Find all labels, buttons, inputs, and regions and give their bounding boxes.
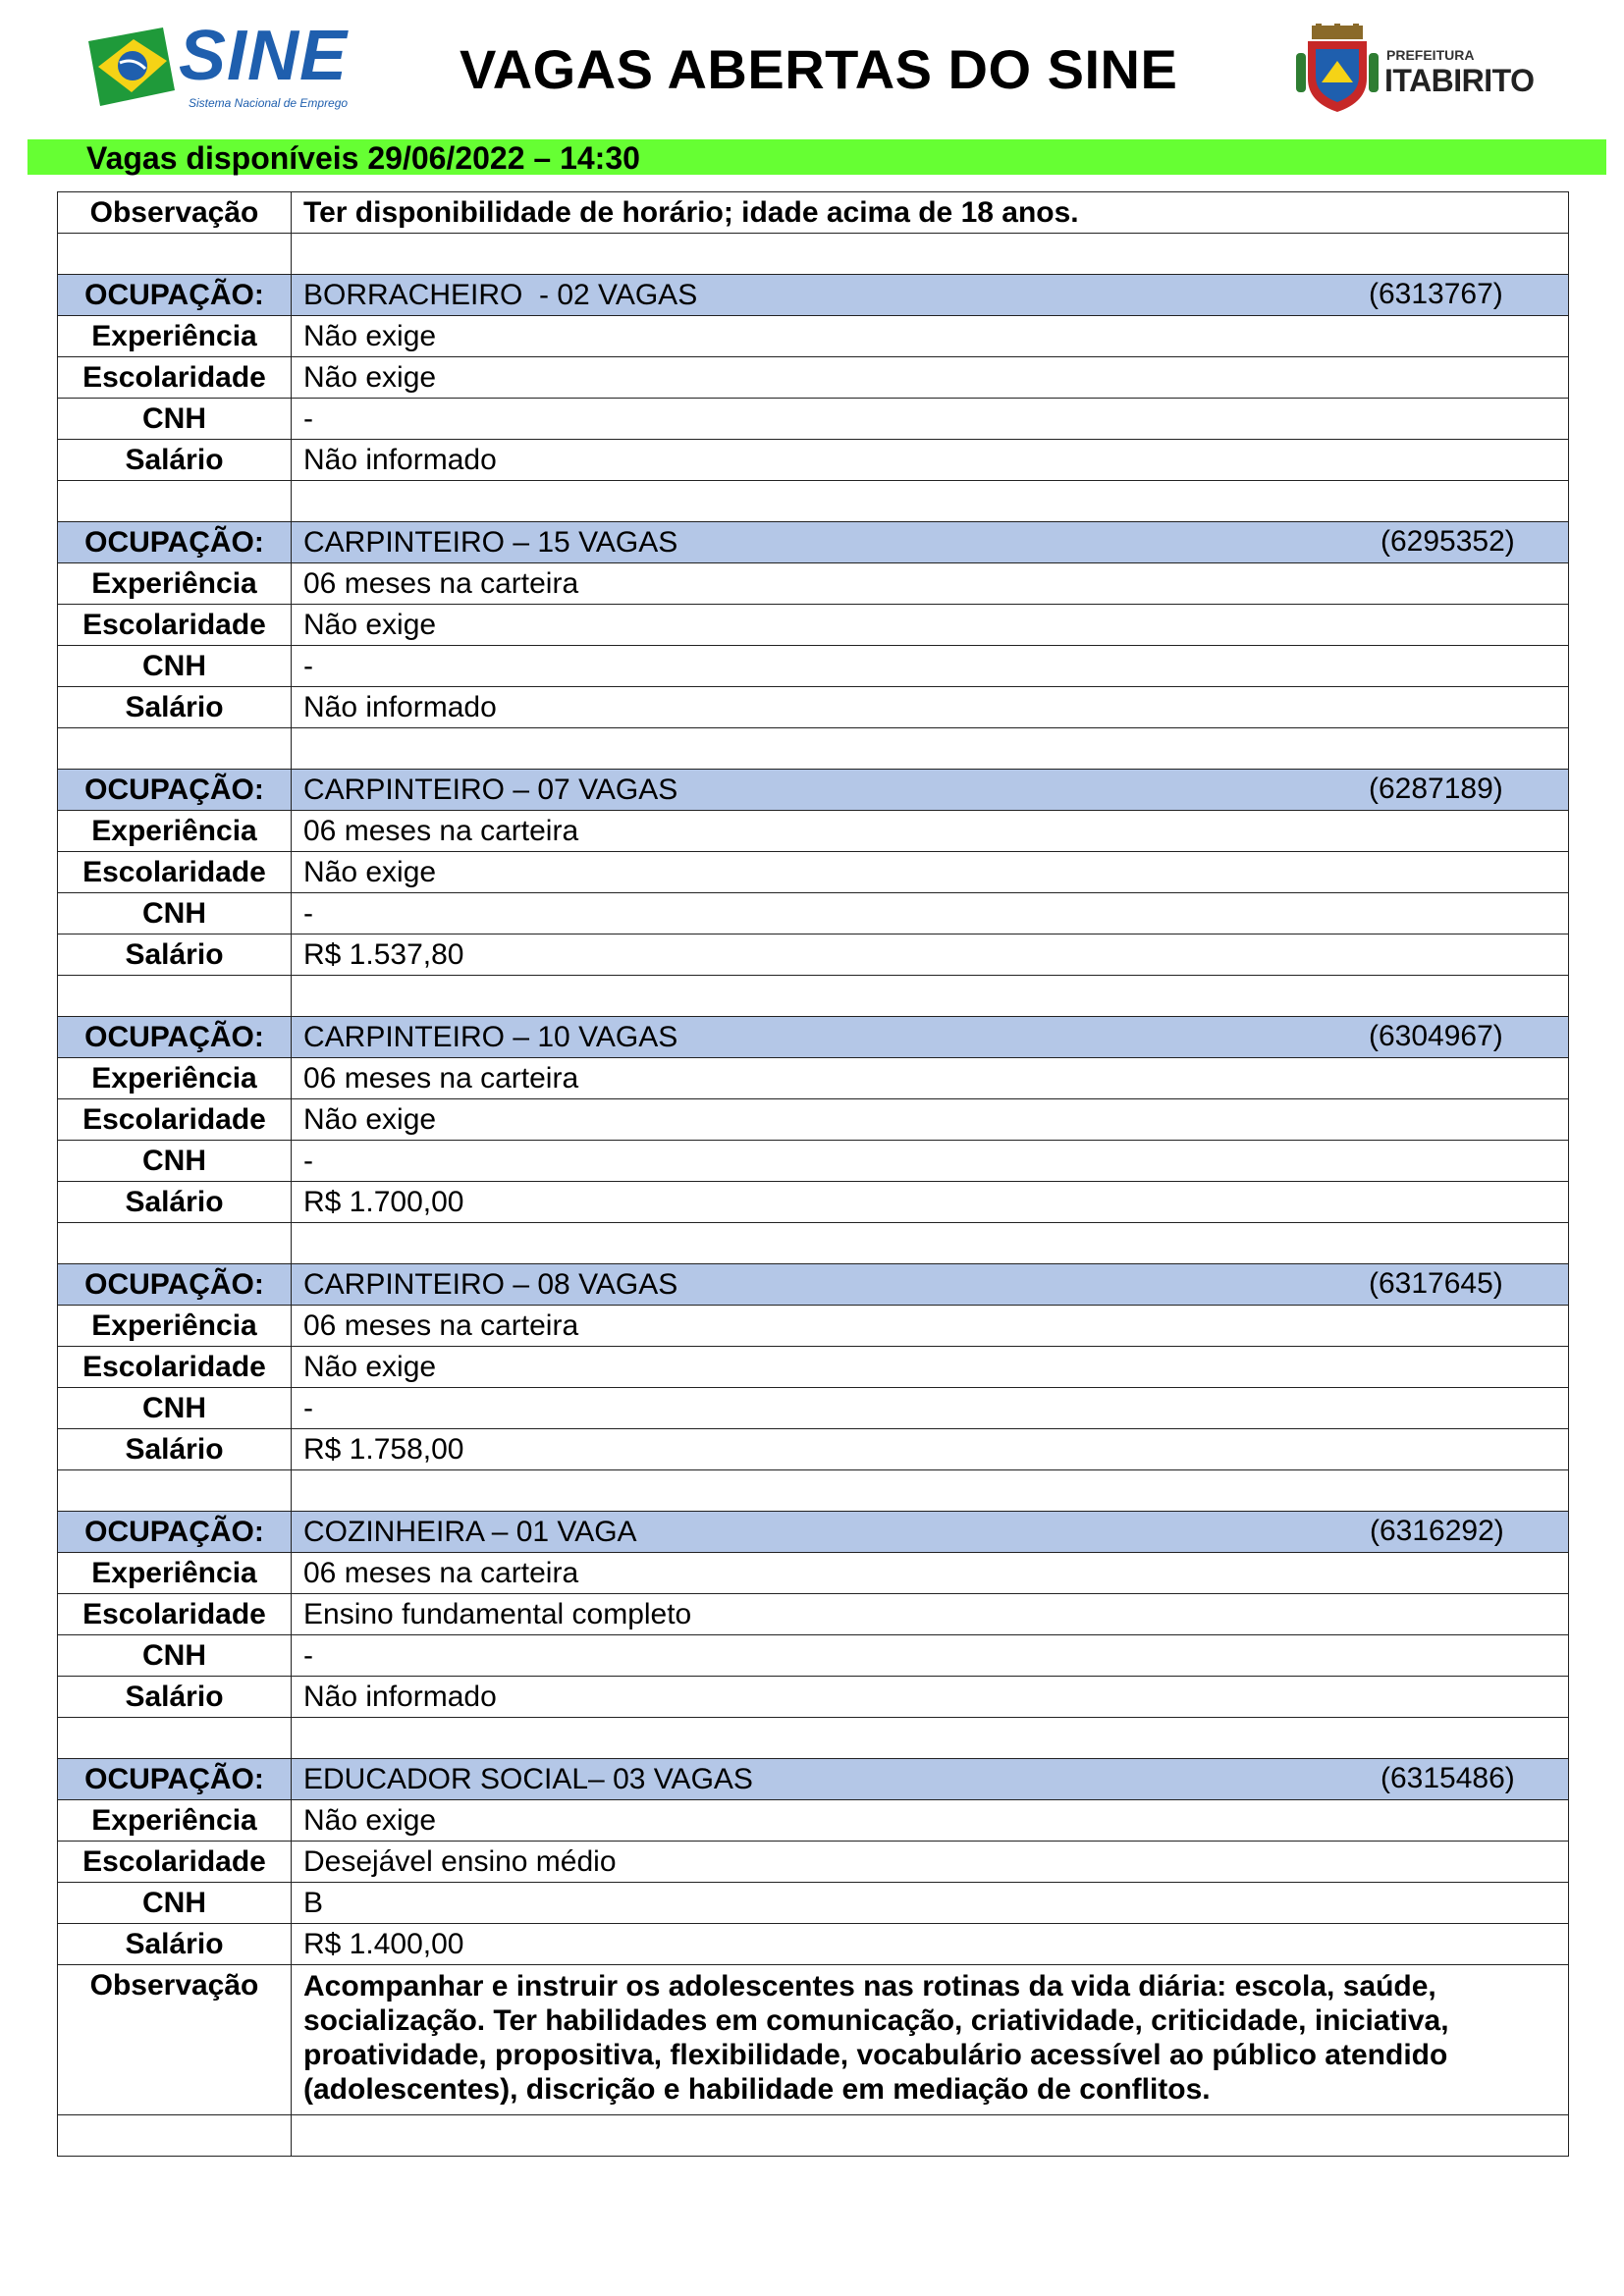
empty-cell bbox=[58, 1718, 292, 1759]
experience-row bbox=[58, 1800, 1569, 1842]
experience-label: Experiência bbox=[58, 1058, 292, 1099]
occupation-label: OCUPAÇÃO: bbox=[58, 1759, 292, 1800]
experience-label: Experiência bbox=[58, 316, 292, 357]
license-row bbox=[58, 399, 1569, 440]
note-label: Observação bbox=[58, 1965, 292, 2115]
availability-text: Vagas disponíveis 29/06/2022 – 14:30 bbox=[86, 140, 640, 176]
spacer-row bbox=[58, 976, 1569, 1017]
salary-value: R$ 1.400,00 bbox=[292, 1924, 1569, 1965]
prefeitura-city: ITABIRITO bbox=[1384, 63, 1535, 98]
sine-logo-text: SINE bbox=[179, 17, 349, 95]
experience-row bbox=[58, 1553, 1569, 1594]
job-code: (6315486) bbox=[1380, 1762, 1515, 1794]
occupation-label: OCUPAÇÃO: bbox=[58, 522, 292, 563]
job-code: (6316292) bbox=[1370, 1515, 1504, 1547]
education-value: Não exige bbox=[292, 605, 1569, 646]
education-label: Escolaridade bbox=[58, 357, 292, 399]
education-label: Escolaridade bbox=[58, 1594, 292, 1635]
license-row bbox=[58, 646, 1569, 687]
occupation-row bbox=[58, 1512, 1569, 1553]
salary-row bbox=[58, 1429, 1569, 1470]
education-row bbox=[58, 1347, 1569, 1388]
empty-cell bbox=[58, 1223, 292, 1264]
salary-label: Salário bbox=[58, 1677, 292, 1718]
education-row bbox=[58, 852, 1569, 893]
experience-row bbox=[58, 811, 1569, 852]
occupation-label: OCUPAÇÃO: bbox=[58, 1512, 292, 1553]
education-row bbox=[58, 605, 1569, 646]
spacer-row bbox=[58, 1223, 1569, 1264]
city-crest-icon bbox=[1294, 24, 1380, 114]
occupation-title: CARPINTEIRO – 15 VAGAS bbox=[303, 525, 678, 559]
availability-banner bbox=[27, 139, 1606, 175]
prefeitura-label: PREFEITURA bbox=[1386, 47, 1475, 63]
occupation-title: EDUCADOR SOCIAL– 03 VAGAS bbox=[303, 1762, 753, 1795]
job-code: (6313767) bbox=[1369, 278, 1503, 310]
salary-row bbox=[58, 1677, 1569, 1718]
license-label: CNH bbox=[58, 1635, 292, 1677]
license-row bbox=[58, 1141, 1569, 1182]
salary-label: Salário bbox=[58, 1429, 292, 1470]
occupation-cell bbox=[292, 275, 1569, 316]
empty-cell bbox=[58, 481, 292, 522]
salary-value: R$ 1.758,00 bbox=[292, 1429, 1569, 1470]
license-value: - bbox=[292, 646, 1569, 687]
education-value: Não exige bbox=[292, 357, 1569, 399]
license-value: - bbox=[292, 1388, 1569, 1429]
occupation-label: OCUPAÇÃO: bbox=[58, 770, 292, 811]
education-label: Escolaridade bbox=[58, 1347, 292, 1388]
page-title: VAGAS ABERTAS DO SINE bbox=[460, 38, 1178, 100]
salary-row bbox=[58, 440, 1569, 481]
spacer-row bbox=[58, 234, 1569, 275]
education-label: Escolaridade bbox=[58, 1099, 292, 1141]
experience-value: 06 meses na carteira bbox=[292, 811, 1569, 852]
education-value: Desejável ensino médio bbox=[292, 1842, 1569, 1883]
experience-label: Experiência bbox=[58, 1800, 292, 1842]
page-header bbox=[0, 0, 1624, 137]
empty-cell bbox=[292, 728, 1569, 770]
education-row bbox=[58, 1842, 1569, 1883]
sine-logo bbox=[84, 17, 359, 112]
brazil-flag-icon bbox=[84, 27, 179, 108]
education-row bbox=[58, 1594, 1569, 1635]
prefeitura-logo bbox=[1294, 24, 1540, 116]
occupation-cell bbox=[292, 1017, 1569, 1058]
license-row bbox=[58, 1388, 1569, 1429]
occupation-label: OCUPAÇÃO: bbox=[58, 275, 292, 316]
occupation-row bbox=[58, 275, 1569, 316]
license-value: B bbox=[292, 1883, 1569, 1924]
occupation-row bbox=[58, 1759, 1569, 1800]
salary-label: Salário bbox=[58, 1182, 292, 1223]
empty-cell bbox=[58, 234, 292, 275]
salary-label: Salário bbox=[58, 440, 292, 481]
spacer-row bbox=[58, 728, 1569, 770]
empty-cell bbox=[292, 2115, 1569, 2157]
license-label: CNH bbox=[58, 646, 292, 687]
occupation-label: OCUPAÇÃO: bbox=[58, 1017, 292, 1058]
occupation-title: BORRACHEIRO - 02 VAGAS bbox=[303, 278, 698, 311]
empty-cell bbox=[292, 1718, 1569, 1759]
occupation-row bbox=[58, 1017, 1569, 1058]
license-label: CNH bbox=[58, 1141, 292, 1182]
experience-value: 06 meses na carteira bbox=[292, 1553, 1569, 1594]
license-row bbox=[58, 893, 1569, 934]
occupation-cell bbox=[292, 1512, 1569, 1553]
jobs-table bbox=[57, 191, 1569, 2157]
spacer-row bbox=[58, 2115, 1569, 2157]
occupation-cell bbox=[292, 770, 1569, 811]
empty-cell bbox=[292, 1470, 1569, 1512]
license-value: - bbox=[292, 399, 1569, 440]
experience-value: 06 meses na carteira bbox=[292, 1058, 1569, 1099]
spacer-row bbox=[58, 481, 1569, 522]
experience-row bbox=[58, 1306, 1569, 1347]
occupation-cell bbox=[292, 522, 1569, 563]
license-row bbox=[58, 1635, 1569, 1677]
salary-value: Não informado bbox=[292, 1677, 1569, 1718]
license-value: - bbox=[292, 1635, 1569, 1677]
salary-label: Salário bbox=[58, 1924, 292, 1965]
occupation-title: CARPINTEIRO – 07 VAGAS bbox=[303, 773, 678, 806]
salary-value: R$ 1.700,00 bbox=[292, 1182, 1569, 1223]
note-value: Acompanhar e instruir os adolescentes nas rotinas da vida diária: escola, saúde, socialização. Ter habilidades em comunicação, criatividade, criticidade, iniciativa, proatividade, propositiva, flexibilidade, vocabulário acessível ao público atendido (adolescentes), discrição e habilidade em mediação de conflitos. bbox=[292, 1965, 1569, 2115]
occupation-row bbox=[58, 770, 1569, 811]
experience-row bbox=[58, 316, 1569, 357]
general-note-text: Ter disponibilidade de horário; idade acima de 18 anos. bbox=[292, 192, 1569, 234]
occupation-cell bbox=[292, 1264, 1569, 1306]
education-value: Não exige bbox=[292, 1347, 1569, 1388]
job-code: (6304967) bbox=[1369, 1020, 1503, 1052]
experience-row bbox=[58, 563, 1569, 605]
occupation-title: CARPINTEIRO – 10 VAGAS bbox=[303, 1020, 678, 1053]
salary-row bbox=[58, 687, 1569, 728]
experience-label: Experiência bbox=[58, 1306, 292, 1347]
empty-cell bbox=[58, 728, 292, 770]
general-note-label: Observação bbox=[58, 192, 292, 234]
occupation-label: OCUPAÇÃO: bbox=[58, 1264, 292, 1306]
experience-value: Não exige bbox=[292, 316, 1569, 357]
job-code: (6287189) bbox=[1369, 773, 1503, 805]
education-label: Escolaridade bbox=[58, 1842, 292, 1883]
salary-row bbox=[58, 934, 1569, 976]
experience-label: Experiência bbox=[58, 811, 292, 852]
empty-cell bbox=[292, 234, 1569, 275]
license-label: CNH bbox=[58, 893, 292, 934]
spacer-row bbox=[58, 1470, 1569, 1512]
occupation-row bbox=[58, 1264, 1569, 1306]
license-label: CNH bbox=[58, 399, 292, 440]
spacer-row bbox=[58, 1718, 1569, 1759]
education-label: Escolaridade bbox=[58, 605, 292, 646]
education-value: Ensino fundamental completo bbox=[292, 1594, 1569, 1635]
license-label: CNH bbox=[58, 1883, 292, 1924]
empty-cell bbox=[292, 481, 1569, 522]
empty-cell bbox=[58, 976, 292, 1017]
salary-row bbox=[58, 1924, 1569, 1965]
empty-cell bbox=[292, 976, 1569, 1017]
license-value: - bbox=[292, 893, 1569, 934]
empty-cell bbox=[58, 2115, 292, 2157]
experience-label: Experiência bbox=[58, 1553, 292, 1594]
salary-row bbox=[58, 1182, 1569, 1223]
education-label: Escolaridade bbox=[58, 852, 292, 893]
job-code: (6295352) bbox=[1380, 525, 1515, 558]
sine-logo-subtitle: Sistema Nacional de Emprego bbox=[189, 96, 349, 110]
note-row bbox=[58, 1965, 1569, 2115]
salary-label: Salário bbox=[58, 934, 292, 976]
salary-value: Não informado bbox=[292, 440, 1569, 481]
education-row bbox=[58, 357, 1569, 399]
education-value: Não exige bbox=[292, 852, 1569, 893]
occupation-title: CARPINTEIRO – 08 VAGAS bbox=[303, 1267, 678, 1301]
salary-value: R$ 1.537,80 bbox=[292, 934, 1569, 976]
experience-value: Não exige bbox=[292, 1800, 1569, 1842]
education-row bbox=[58, 1099, 1569, 1141]
occupation-row bbox=[58, 522, 1569, 563]
empty-cell bbox=[58, 1470, 292, 1512]
empty-cell bbox=[292, 1223, 1569, 1264]
occupation-cell bbox=[292, 1759, 1569, 1800]
experience-value: 06 meses na carteira bbox=[292, 1306, 1569, 1347]
license-row bbox=[58, 1883, 1569, 1924]
job-code: (6317645) bbox=[1369, 1267, 1503, 1300]
salary-label: Salário bbox=[58, 687, 292, 728]
education-value: Não exige bbox=[292, 1099, 1569, 1141]
experience-value: 06 meses na carteira bbox=[292, 563, 1569, 605]
experience-row bbox=[58, 1058, 1569, 1099]
experience-label: Experiência bbox=[58, 563, 292, 605]
license-value: - bbox=[292, 1141, 1569, 1182]
occupation-title: COZINHEIRA – 01 VAGA bbox=[303, 1515, 637, 1548]
salary-value: Não informado bbox=[292, 687, 1569, 728]
license-label: CNH bbox=[58, 1388, 292, 1429]
general-note-row bbox=[58, 192, 1569, 234]
